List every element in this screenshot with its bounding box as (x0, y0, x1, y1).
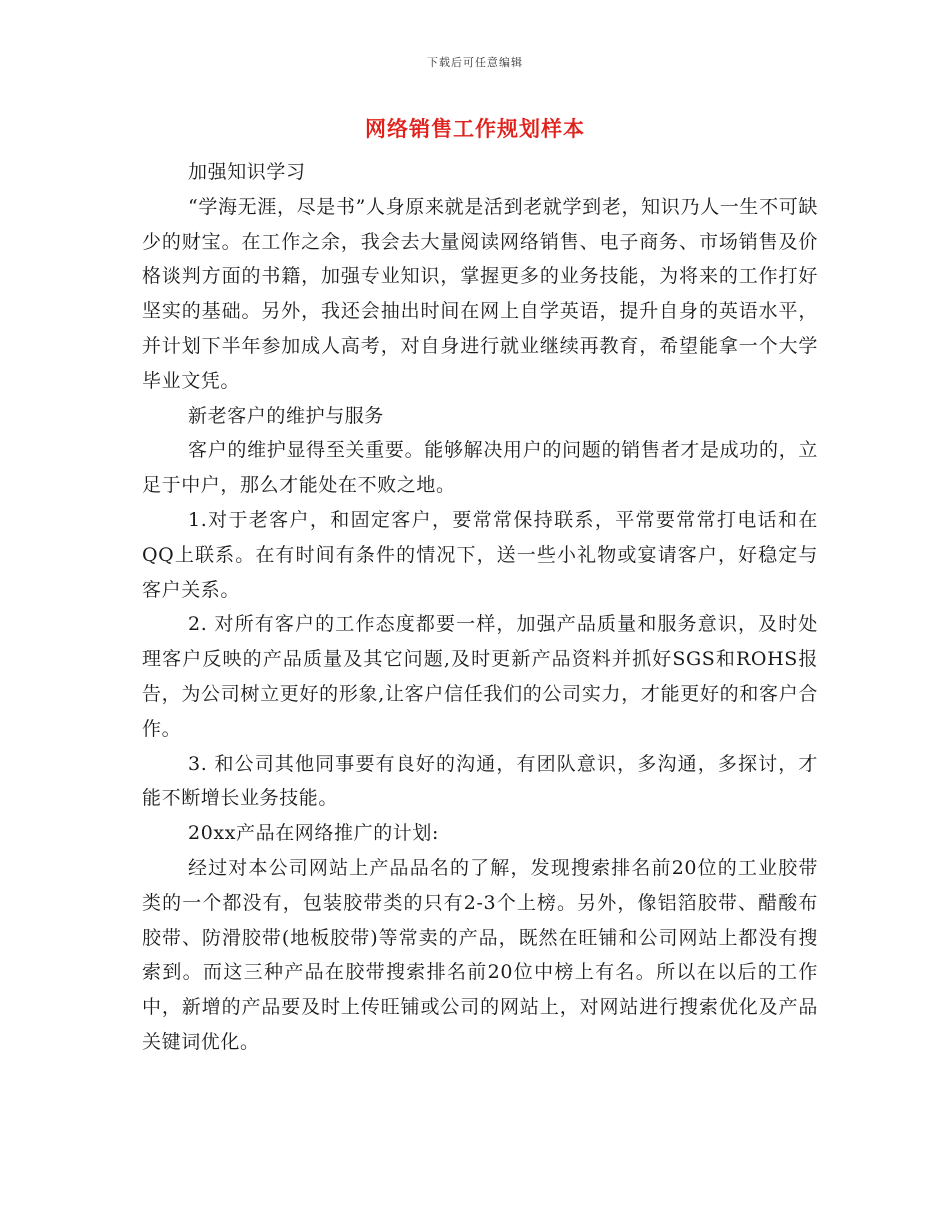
header-note: 下载后可任意编辑 (427, 56, 523, 69)
list-item-2: 2. 对所有客户的工作态度都要一样，加强产品质量和服务意识，及时处理客户反映的产品质量及其它问题,及时更新产品资料并抓好SGS和ROHS报告，为公司树立更好的形象,让客户信任我们的公司实力，才能更好的和客户合作。 (142, 613, 818, 740)
list-item-1: 1.对于老客户，和固定客户，要常常保持联系，平常要常常打电话和在QQ上联系。在有时间有条件的情况下，送一些小礼物或宴请客户，好稳定与客户关系。 (142, 508, 818, 601)
section-heading-promotion: 20xx产品在网络推广的计划: (188, 822, 440, 845)
section-heading-knowledge: 加强知识学习 (188, 161, 306, 183)
paragraph-knowledge: “学海无涯，尽是书”人身原来就是活到老就学到老，知识乃人一生不可缺少的财宝。在工作之余，我会去大量阅读网络销售、电子商务、市场销售及价格谈判方面的书籍，加强专业知识，掌握更多的业务技能，为将来的工作打好坚实的基础。另外，我还会抽出时间在网上自学英语，提升自身的英语水平，并计划下半年参加成人高考，对自身进行就业继续再教育，希望能拿一个大学毕业文凭。 (142, 195, 818, 392)
document-body (142, 155, 818, 1060)
document-title: 网络销售工作规划样本 (365, 116, 585, 141)
paragraph-promotion: 经过对本公司网站上产品品名的了解，发现搜索排名前20位的工业胶带类的一个都没有，包装胶带类的只有2-3个上榜。另外，像铝箔胶带、醋酸布胶带、防滑胶带(地板胶带)等常卖的产品，既然在旺铺和公司网站上都没有搜索到。而这三种产品在胶带搜索排名前20位中榜上有名。所以在以后的工作中，新增的产品要及时上传旺铺或公司的网站上，对网站进行搜索优化及产品关键词优化。 (142, 856, 818, 1053)
list-item-3: 3. 和公司其他同事要有良好的沟通，有团队意识，多沟通，多探讨，才能不断增长业务技能。 (142, 752, 818, 810)
section-heading-clients: 新老客户的维护与服务 (188, 404, 385, 427)
paragraph-clients-intro: 客户的维护显得至关重要。能够解决用户的问题的销售者才是成功的，立足于中户，那么才能处在不败之地。 (142, 439, 818, 497)
